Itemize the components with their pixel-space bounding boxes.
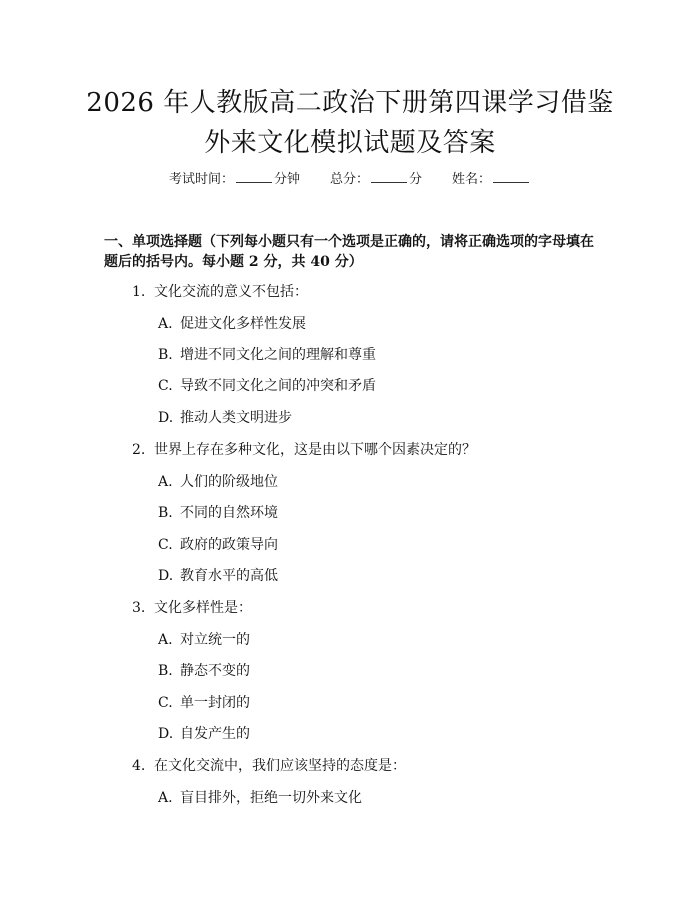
total-score-label: 总分： xyxy=(329,172,369,187)
option-text: 静态不变的 xyxy=(180,663,250,679)
q1-option-a xyxy=(158,314,306,334)
exam-time-label: 考试时间： xyxy=(168,172,234,187)
option-letter: D. xyxy=(158,726,174,742)
option-letter: B. xyxy=(158,347,173,363)
q1-option-b xyxy=(158,345,376,365)
q3-option-c xyxy=(158,693,250,713)
q4-option-a xyxy=(158,788,362,808)
option-letter: B. xyxy=(158,663,173,679)
option-text: 对立统一的 xyxy=(180,632,250,648)
question-number: 4. xyxy=(132,758,146,774)
q2-option-c xyxy=(158,535,278,555)
option-text: 推动人类文明进步 xyxy=(180,410,292,426)
exam-time-unit: 分钟 xyxy=(273,172,300,187)
q3-option-b xyxy=(158,661,250,681)
question-3 xyxy=(132,598,252,618)
option-letter: A. xyxy=(158,790,173,806)
option-letter: C. xyxy=(158,378,173,394)
option-letter: A. xyxy=(158,474,173,490)
q1-option-d xyxy=(158,408,292,428)
question-1 xyxy=(132,282,308,302)
option-letter: C. xyxy=(158,537,173,553)
question-2 xyxy=(132,440,476,460)
option-letter: B. xyxy=(158,505,173,521)
option-text: 增进不同文化之间的理解和尊重 xyxy=(180,347,376,363)
title-line-1: 2026 年人教版高二政治下册第四课学习借鉴 xyxy=(86,88,614,118)
option-text: 政府的政策导向 xyxy=(180,537,278,553)
exam-time-blank xyxy=(236,170,272,183)
section-1-heading: 一、单项选择题（下列每小题只有一个选项是正确的，请将正确选项的字母填在题后的括号内。每小题 2 分，共 40 分） xyxy=(104,234,594,270)
question-number: 3. xyxy=(132,600,146,616)
question-text: 在文化交流中，我们应该坚持的态度是： xyxy=(154,758,406,774)
q3-option-a xyxy=(158,630,250,650)
total-score xyxy=(330,170,422,189)
option-letter: D. xyxy=(158,410,174,426)
student-name xyxy=(452,170,531,189)
q2-option-b xyxy=(158,503,278,523)
q3-option-d xyxy=(158,724,250,744)
option-letter: D. xyxy=(158,568,174,584)
question-number: 1. xyxy=(132,284,146,300)
question-text: 文化多样性是： xyxy=(154,600,252,616)
q2-option-a xyxy=(158,472,278,492)
exam-time xyxy=(169,170,300,189)
option-text: 导致不同文化之间的冲突和矛盾 xyxy=(180,378,376,394)
option-text: 促进文化多样性发展 xyxy=(180,316,306,332)
question-text: 世界上存在多种文化，这是由以下哪个因素决定的？ xyxy=(154,442,476,458)
q1-option-c xyxy=(158,376,376,396)
option-text: 人们的阶级地位 xyxy=(180,474,278,490)
option-text: 自发产生的 xyxy=(180,726,250,742)
option-text: 教育水平的高低 xyxy=(180,568,278,584)
student-name-label: 姓名： xyxy=(452,172,492,187)
question-4 xyxy=(132,756,406,776)
total-score-unit: 分 xyxy=(409,172,423,187)
option-text: 单一封闭的 xyxy=(180,695,250,711)
exam-meta xyxy=(0,170,700,189)
option-text: 不同的自然环境 xyxy=(180,505,278,521)
question-text: 文化交流的意义不包括： xyxy=(154,284,308,300)
student-name-blank xyxy=(493,170,529,183)
option-letter: A. xyxy=(158,632,173,648)
title-line-2: 外来文化模拟试题及答案 xyxy=(204,128,496,158)
option-letter: C. xyxy=(158,695,173,711)
total-score-blank xyxy=(371,170,407,183)
q2-option-d xyxy=(158,566,278,586)
option-text: 盲目排外，拒绝一切外来文化 xyxy=(180,790,362,806)
option-letter: A. xyxy=(158,316,173,332)
question-number: 2. xyxy=(132,442,146,458)
